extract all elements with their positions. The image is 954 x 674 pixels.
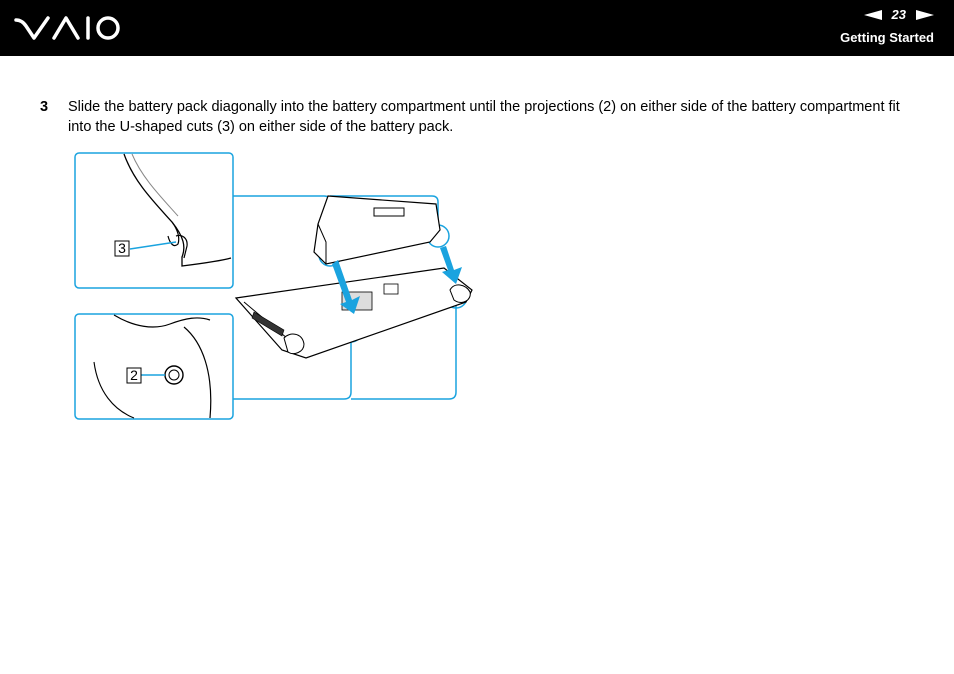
- detail-box-u-cut: [75, 153, 233, 288]
- battery-installation-figure: [74, 152, 484, 427]
- step-number: 3: [40, 99, 49, 115]
- next-page-arrow-icon[interactable]: [916, 10, 934, 20]
- section-title: Getting Started: [840, 30, 934, 45]
- vaio-logo-icon: [14, 14, 122, 47]
- page-number: 23: [891, 7, 906, 22]
- detail-box-projection: [75, 314, 233, 419]
- prev-page-arrow-icon[interactable]: [864, 10, 882, 20]
- page-navigation: [864, 7, 934, 22]
- battery-pack: [314, 196, 440, 264]
- callout-projection: 2: [130, 367, 138, 383]
- step-text: Slide the battery pack diagonally into the battery compartment until the projections (2) on either side of the battery compartment fit into the U-shaped cuts (3) on either side of the battery pack.: [68, 99, 900, 135]
- callout-u-shaped-cut: 3: [118, 240, 126, 256]
- page-header: [0, 0, 954, 56]
